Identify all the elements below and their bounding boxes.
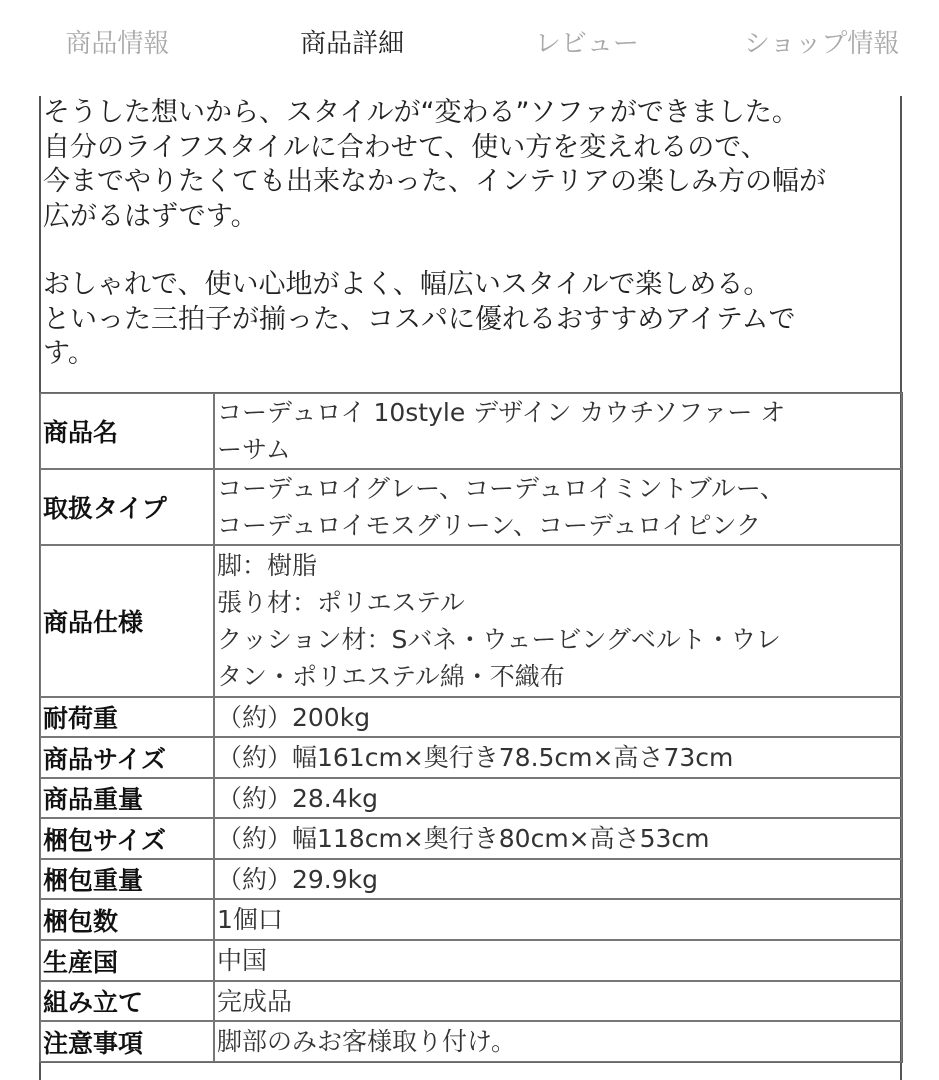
paragraph-gap [43,234,900,268]
spec-row-types [40,469,902,545]
spec-value-line: コーデュロイグレー、コーデュロイミントブルー、 [217,474,785,503]
spec-row-product-size [40,737,902,778]
spec-value: （約）200kg [214,697,902,737]
tab-bar [0,0,939,88]
description-line: 今までやりたくても出来なかった、インテリアの楽しみ方の幅が [43,166,826,197]
spec-value: （約）幅161cm×奥行き78.5cm×高さ73cm [214,737,902,778]
spec-value: 1個口 [214,899,902,940]
spec-value-line: クッション材：Sバネ・ウェービングベルト・ウレ [217,625,781,654]
spec-label: 商品仕様 [40,545,214,697]
spec-value-line: ーサム [217,435,291,464]
product-detail-panel [39,96,902,1080]
spec-label: 注意事項 [40,1021,214,1062]
spec-table [39,392,903,1063]
spec-value: （約）28.4kg [214,778,902,818]
spec-label: 取扱タイプ [40,469,214,545]
spec-row-product-name [40,393,902,469]
tab-shop-info[interactable]: ショップ情報 [743,29,900,59]
spec-value-line: 張り材：ポリエステル [217,588,465,617]
spec-row-package-count [40,899,902,940]
spec-value-line: 脚：樹脂 [217,551,318,580]
spec-label: 耐荷重 [40,697,214,737]
spec-value-warning: 脚部のみお客様取り付け。 [214,1021,902,1062]
description-line: おしゃれで、使い心地がよく、幅広いスタイルで楽しめる。 [43,269,771,300]
spec-row-package-size [40,818,902,859]
spec-label: 組み立て [40,981,214,1021]
description-line: 自分のライフスタイルに合わせて、使い方を変えれるので、 [43,131,768,163]
spec-row-load-capacity [40,697,902,737]
spec-value [214,469,902,545]
spec-value: （約）29.9kg [214,859,902,899]
spec-value [214,545,902,697]
spec-row-package-weight [40,859,902,899]
spec-value: 完成品 [214,981,902,1021]
spec-label: 梱包サイズ [40,818,214,859]
spec-value: （約）幅118cm×奥行き80cm×高さ53cm [214,818,902,859]
spec-label: 商品名 [40,393,214,469]
spec-label: 生産国 [40,940,214,981]
spec-value: 中国 [214,940,902,981]
spec-row-assembly [40,981,902,1021]
tab-reviews[interactable]: レビュー [534,29,639,59]
spec-label: 商品サイズ [40,737,214,778]
spec-value-line: コーデュロイ 10style デザイン カウチソファー オ [217,398,786,427]
product-description [41,96,900,372]
spec-label: 梱包数 [40,899,214,940]
spec-label: 商品重量 [40,778,214,818]
spec-row-product-weight [40,778,902,818]
tab-product-details[interactable]: 商品詳細 [300,29,405,59]
tab-product-info[interactable]: 商品情報 [65,29,170,59]
spec-value [214,393,902,469]
spec-value-line: コーデュロイモスグリーン、コーデュロイピンク [217,511,762,540]
spec-row-notes [40,1021,902,1062]
spec-row-specification [40,545,902,697]
description-line: といった三拍子が揃った、コスパに優れるおすすめアイテムで [43,303,796,335]
description-line: す。 [43,338,95,369]
spec-value-line: タン・ポリエステル綿・不織布 [217,662,565,691]
spec-row-country [40,940,902,981]
description-line: そうした想いから、スタイルが“変わる”ソファができました。 [43,97,799,128]
spec-label: 梱包重量 [40,859,214,899]
description-line: 広がるはずです。 [43,200,258,232]
